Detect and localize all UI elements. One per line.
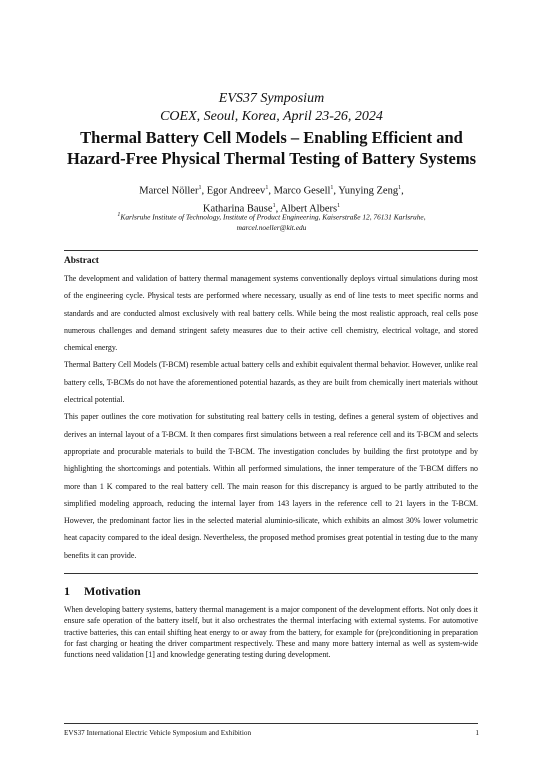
page-number: 1 [475, 729, 479, 737]
author-name: Yunying Zeng [338, 185, 399, 197]
author-separator: , [333, 185, 339, 197]
section-title: Motivation [84, 584, 141, 598]
section-number: 1 [64, 584, 70, 598]
footer-rule [64, 723, 478, 724]
author-name: Katharina Bause [202, 203, 273, 214]
footer-text: EVS37 International Electric Vehicle Symposium and Exhibition [64, 729, 252, 737]
author-affil-mark: 1 [272, 202, 276, 209]
author-affil-mark: 1 [330, 185, 334, 191]
affiliation-mark: 1 [117, 212, 121, 218]
affiliation-line [40, 210, 503, 222]
author-name: Egor Andreev [206, 185, 266, 197]
author-separator: , [275, 203, 281, 214]
section-paragraph: When developing battery systems, battery thermal management is a major component of the development efforts. Not only does it ensure safe operation of the battery itself, but it also orchestrates the thermal interfacing with external systems. For automotive tractive batteries, this can entail shifting heat energy to or away from the battery, for example for (pre)conditioning in preparation for fast charging or heating the driver compartment respectively. These and many more battery internal as well as system-wide functions need validation [1] and knowledge generating testing during development. [64, 605, 478, 660]
title-line-1: Thermal Battery Cell Models – Enabling Efficient and [80, 128, 463, 147]
conference-header [40, 90, 503, 126]
author-affil-mark: 1 [265, 185, 269, 191]
author-line-1 [40, 181, 503, 199]
affiliation-text: Karlsruhe Institute of Technology, Institute of Product Engineering, Kaiserstraße 12, 76131 Karlsruhe, [120, 212, 426, 222]
author-separator: , [201, 185, 207, 197]
conference-location: COEX, Seoul, Korea, April 23-26, 2024 [160, 109, 383, 124]
author-affil-mark: 1 [337, 202, 341, 209]
affiliation [40, 210, 503, 233]
corresponding-email[interactable]: marcel.noeller@kit.edu [236, 223, 307, 233]
abstract-paragraph: The development and validation of battery thermal management systems conventionally deploys virtual simulations during most of the engineering cycle. Physical tests are performed where necessary, usually as end of line tests to meet specific norms and standards and are conducted almost exclusively with real battery cells. While being the most realistic approach, real cells pose numerous challenges and demand stringent safety measures due to their active cell chemistry, electrical voltage, and stored chemical energy. [64, 274, 478, 353]
abstract-heading: Abstract [64, 256, 99, 266]
abstract-section [64, 256, 478, 564]
author-name: Marco Gesell [273, 185, 331, 197]
author-name: Albert Albers [280, 203, 338, 214]
conference-name: EVS37 Symposium [218, 91, 325, 106]
author-affil-mark: 1 [398, 185, 402, 191]
author-affil-mark: 1 [198, 185, 202, 191]
section-heading [64, 584, 141, 599]
abstract-paragraph: Thermal Battery Cell Models (T-BCM) resemble actual battery cells and exhibit equivalent thermal behavior. However, unlike real battery cells, T-BCMs do not have the aforementioned potential hazards, as they are built from chemically inert materials without electrical potential. [64, 360, 478, 405]
author-name: Marcel Nöller [139, 185, 199, 197]
abstract-top-rule [64, 250, 478, 251]
paper-title [40, 127, 503, 169]
abstract-bottom-rule [64, 573, 478, 574]
author-separator: , [268, 185, 274, 197]
title-line-2: Hazard-Free Physical Thermal Testing of Battery Systems [66, 149, 477, 168]
author-separator: , [401, 185, 404, 197]
abstract-paragraph: This paper outlines the core motivation for substituting real battery cells in testing, defines a general system of objectives and derives an internal layout of a T-BCM. It then compares first simulations between a real reference cell and its T-BCM and selects appropriate and procurable materials to build the T-BCM. The investigation concludes by building the first prototype and by highlighting the shortcomings and potentials. Within all performed simulations, the inner temperature of the T-BCM differs no more than 1 K compared to the real battery cell. The main reason for this discrepancy is argued to be partly attributed to the simplified modeling approach, reducing the internal layer from 143 layers in the reference cell to 21 layers in the T-BCM. However, the predominant factor lies in the selected material aluminio-silicate, which exhibits an almost 30% lower volumetric heat capacity compared to the ideal design. Nevertheless, the proposed method promises great potential in testing due to the many benefits it can provide. [64, 412, 478, 560]
